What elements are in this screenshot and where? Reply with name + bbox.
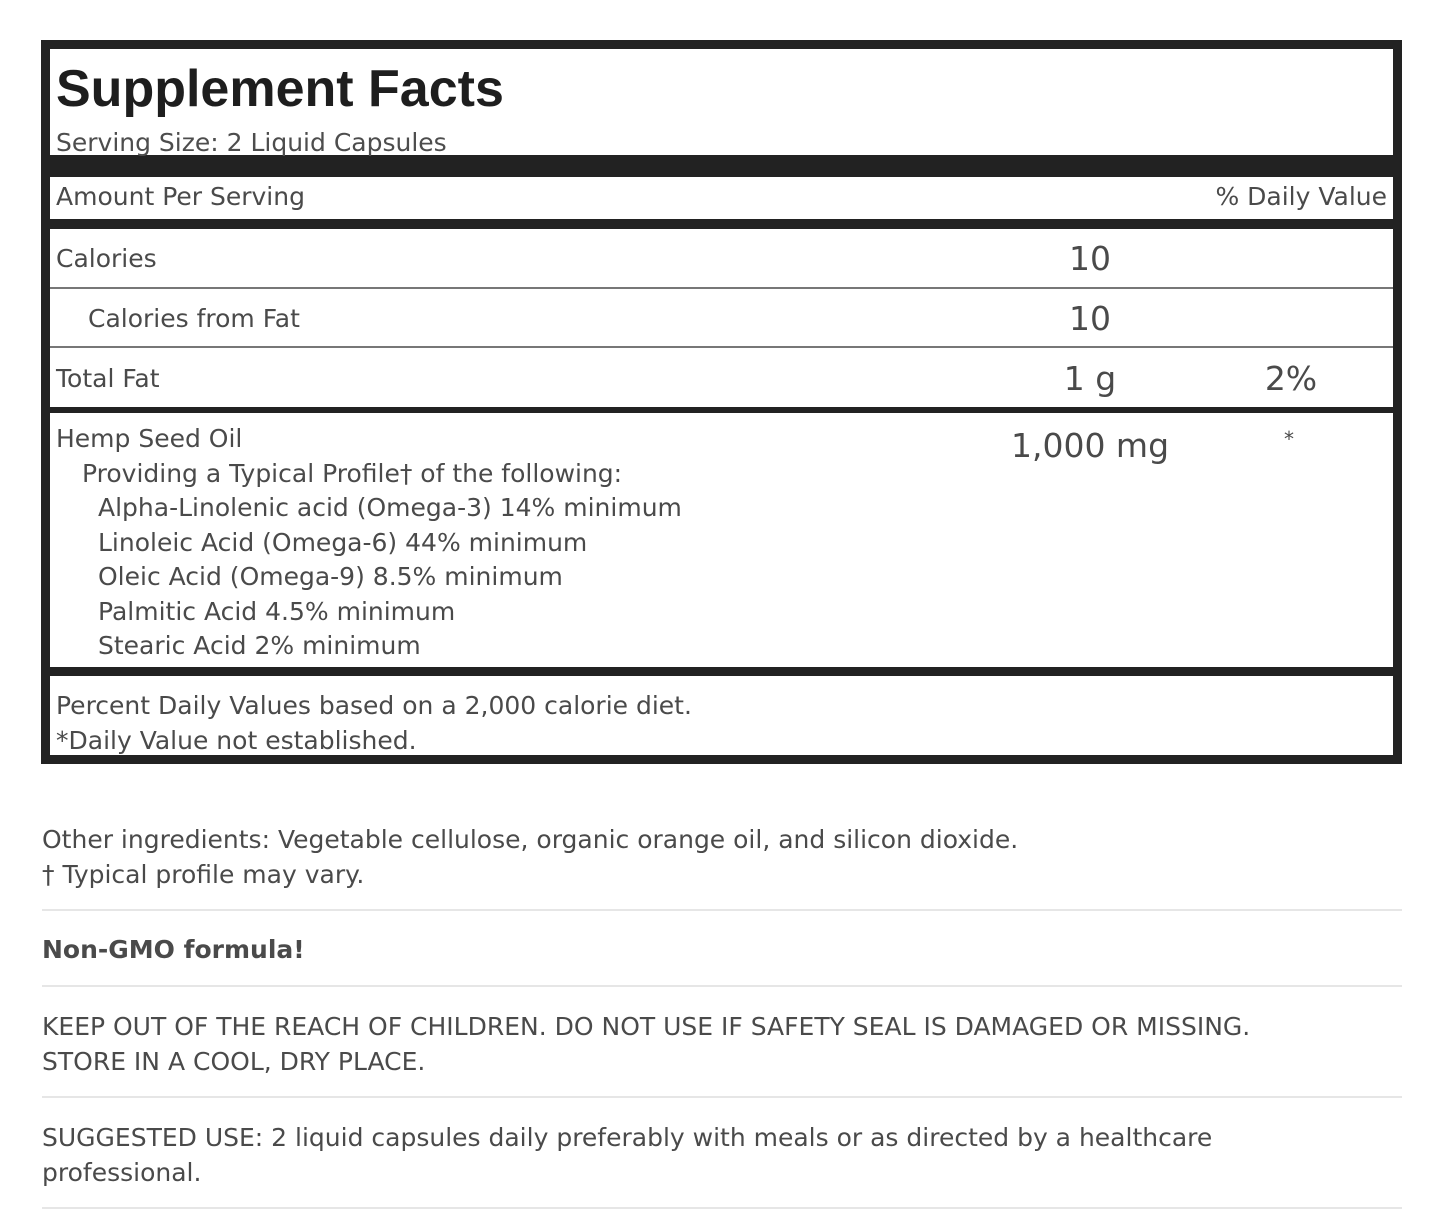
suggested-use-text: SUGGESTED USE: 2 liquid capsules daily preferably with meals or as directed by a healthcare (42, 1123, 1213, 1152)
footnotes-section (50, 676, 1393, 755)
warning-text: KEEP OUT OF THE REACH OF CHILDREN. DO NOT USE IF SAFETY SEAL IS DAMAGED OR MISSING. (42, 1012, 1251, 1041)
nutrient-rows (50, 229, 1393, 407)
not-established-footnote: *Daily Value not established. (56, 726, 417, 755)
fatty-acid-item: Oleic Acid (Omega-9) 8.5% minimum (98, 562, 563, 591)
hemp-seed-oil-label: Hemp Seed Oil (56, 424, 243, 453)
suggested-use-text-cont: professional. (42, 1158, 202, 1187)
total-fat-daily-value: 2% (1264, 359, 1318, 398)
divider (42, 985, 1402, 987)
calories-label: Calories (56, 244, 157, 273)
total-fat-amount: 1 g (1063, 359, 1117, 398)
non-gmo-note: Non-GMO formula! (42, 935, 305, 964)
calories-from-fat-amount: 10 (1069, 299, 1111, 338)
daily-value-header: % Daily Value (1215, 182, 1387, 211)
fatty-acid-item: Stearic Acid 2% minimum (98, 631, 421, 660)
row-divider (50, 287, 1393, 289)
fatty-acid-item: Alpha-Linolenic acid (Omega-3) 14% minimum (98, 493, 682, 522)
serving-size: Serving Size: 2 Liquid Capsules (56, 128, 447, 157)
row-divider (50, 346, 1393, 348)
divider (42, 1207, 1402, 1209)
facts-title: Supplement Facts (56, 60, 504, 118)
amount-header-row (50, 177, 1393, 219)
storage-text: STORE IN A COOL, DRY PLACE. (42, 1047, 426, 1076)
calories-from-fat-label: Calories from Fat (88, 304, 300, 333)
fatty-acid-item: Linoleic Acid (Omega-6) 44% minimum (98, 528, 588, 557)
calories-amount: 10 (1069, 239, 1111, 278)
hemp-seed-oil-daily-value: * (1284, 427, 1294, 451)
amount-per-serving-label: Amount Per Serving (56, 182, 305, 211)
divider (42, 909, 1402, 911)
supplement-facts-panel (41, 40, 1402, 764)
divider (42, 1096, 1402, 1098)
fatty-acid-item: Palmitic Acid 4.5% minimum (98, 597, 456, 626)
other-ingredients: Other ingredients: Vegetable cellulose, organic orange oil, and silicon dioxide. (42, 825, 1019, 854)
facts-header-section (50, 49, 1393, 155)
total-fat-label: Total Fat (56, 364, 160, 393)
daily-values-footnote: Percent Daily Values based on a 2,000 calorie diet. (56, 691, 692, 720)
hemp-seed-oil-section (50, 413, 1393, 667)
hemp-seed-oil-amount: 1,000 mg (1010, 426, 1170, 465)
profile-note: † Typical profile may vary. (42, 860, 365, 889)
typical-profile-label: Providing a Typical Profile† of the following: (82, 459, 623, 488)
